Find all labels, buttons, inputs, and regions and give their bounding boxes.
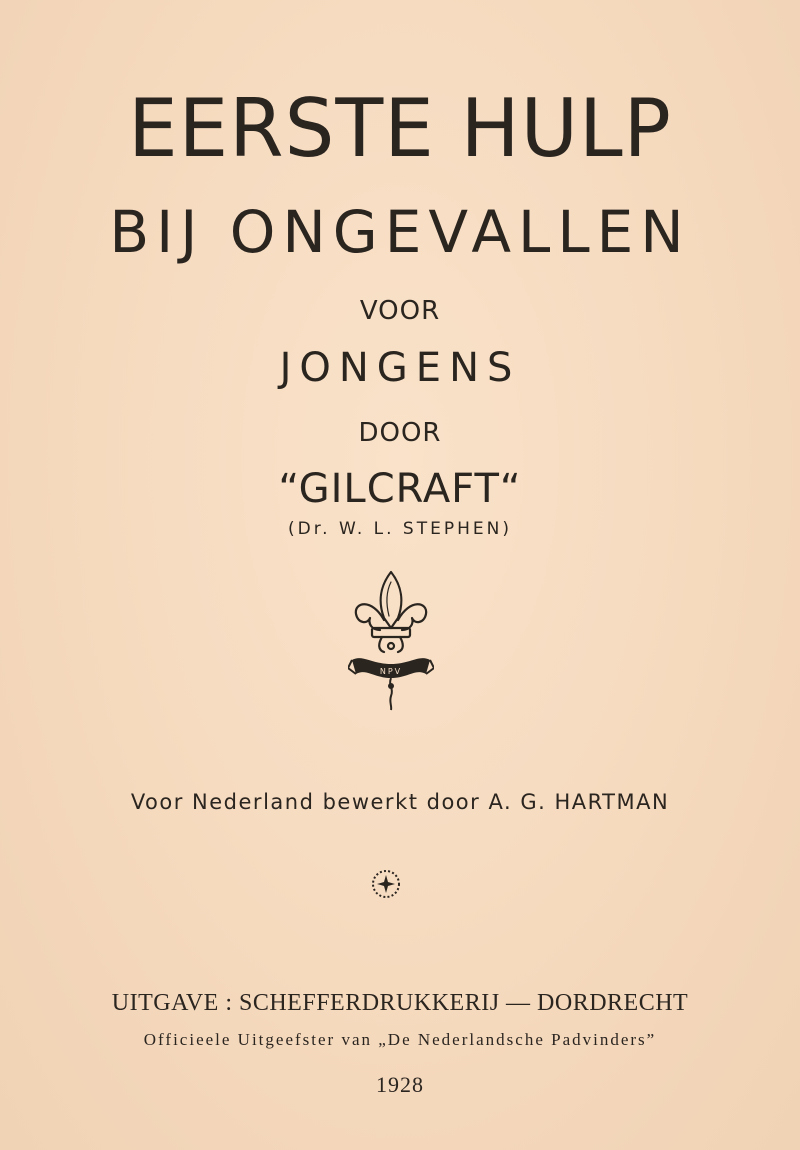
title-line-5: DOOR	[358, 418, 442, 448]
publisher-line: UITGAVE : SCHEFFERDRUKKERIJ — DORDRECHT	[111, 990, 689, 1016]
publication-year: 1928	[376, 1072, 424, 1097]
publisher-subline: Officieele Uitgeefster van „De Nederlandsche Padvinders”	[143, 1030, 657, 1049]
title-line-4: JONGENS	[279, 345, 521, 391]
author-name: (Dr. W. L. STEPHEN)	[288, 519, 512, 539]
title-line-2: BIJ ONGEVALLEN	[109, 198, 691, 266]
star-rosette-icon	[370, 868, 402, 900]
emblem-ribbon-text: NPV	[379, 667, 403, 676]
title-line-3: VOOR	[359, 296, 441, 326]
author-pseudonym: “GILCRAFT“	[278, 466, 522, 512]
fleur-de-lis-icon	[348, 568, 434, 712]
title-line-1: EERSTE HULP	[128, 82, 672, 175]
adaptation-credit: Voor Nederland bewerkt door A. G. HARTMAN	[130, 790, 670, 814]
